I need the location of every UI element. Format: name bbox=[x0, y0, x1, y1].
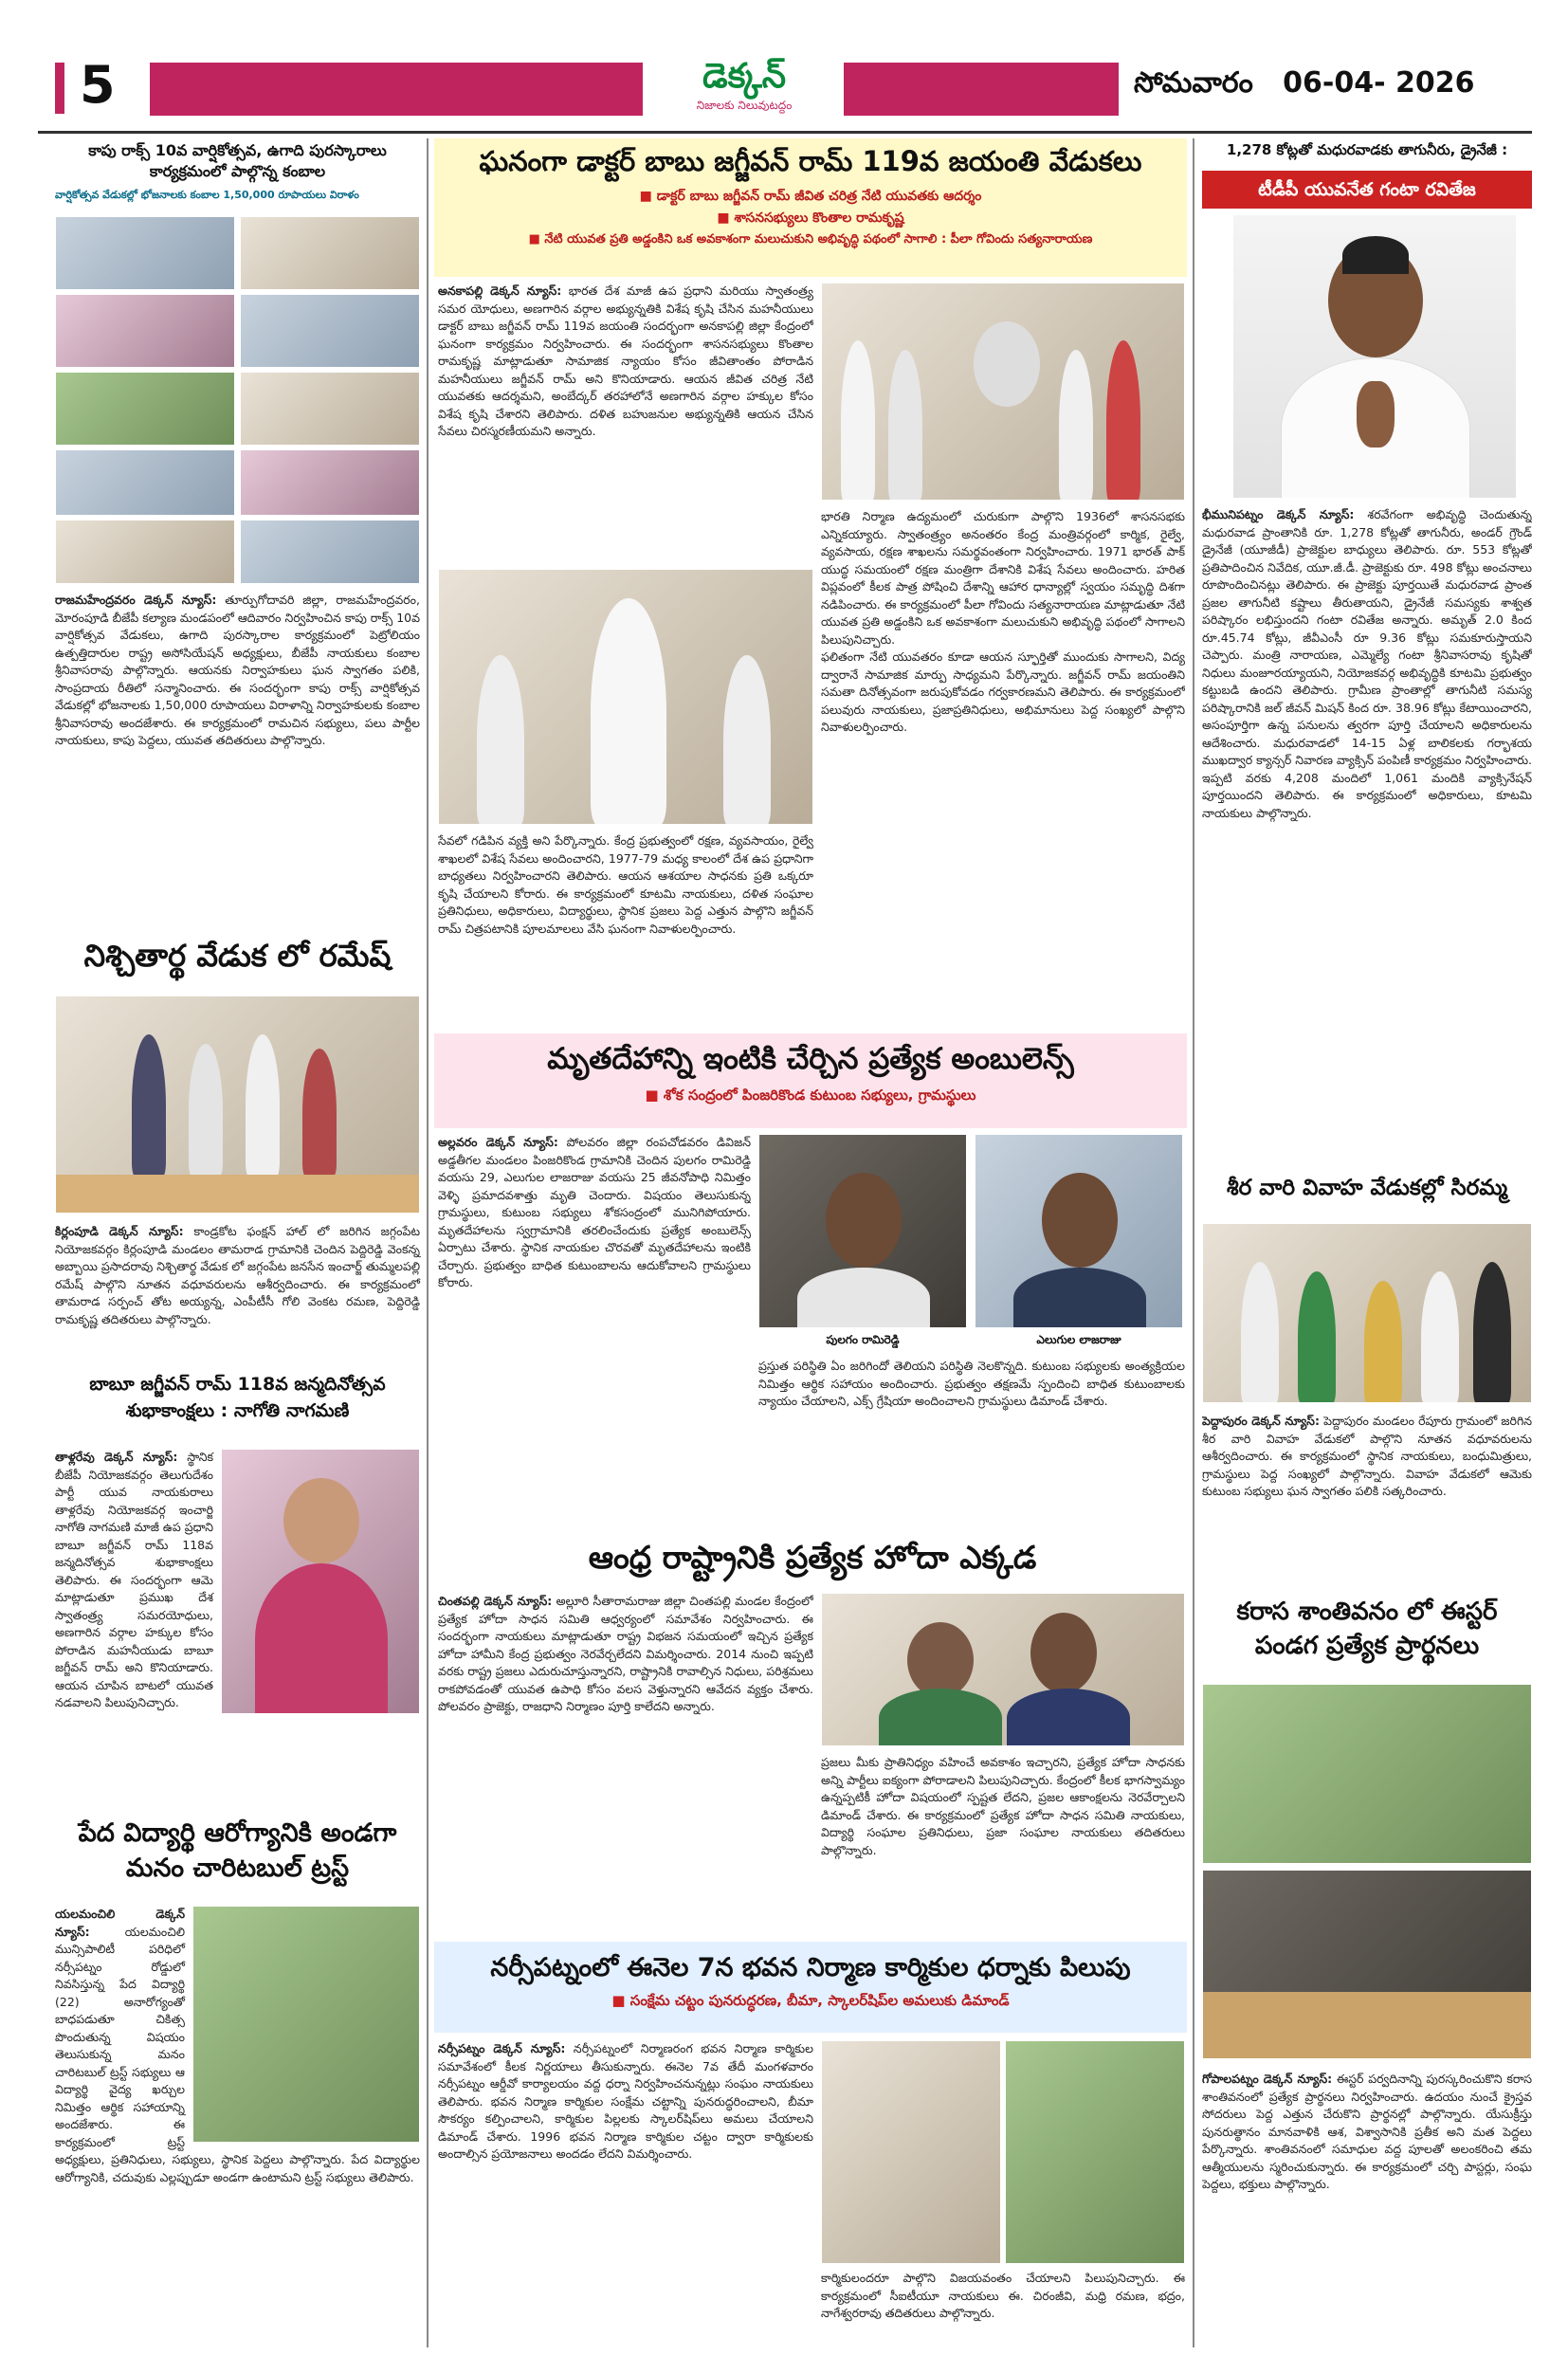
tagunara-dateline: భీమునిపట్నం డెక్కన్ న్యూస్: bbox=[1202, 507, 1355, 521]
seerama-dateline: పెద్దాపురం డెక్కన్ న్యూస్: bbox=[1202, 1414, 1320, 1428]
jayanti-photo-tribute bbox=[821, 283, 1185, 501]
photo bbox=[240, 520, 420, 584]
photo bbox=[1202, 1870, 1532, 2059]
easter-headline-1: కరాస శాంతివనం లో ఈస్టర్ bbox=[1236, 1598, 1498, 1626]
photo bbox=[55, 449, 235, 516]
wish-body-text: స్థానిక బీజేపీ నియోజకవర్గం తెలుగుదేశం పార్టీ యువ నాయకురాలు తాళ్లరేవు నియోజకవర్గ ఇంచార్జి నాగోతి నాగమణి మాజీ ఉప ప్రధాని బాబూ జగ్జీవన్ రామ్ 118వ జన్మదినోత్సవ శుభాకాంక్షలు తెలిపారు. ఈ సందర్భంగా ఆమె మాట్లాడుతూ ప్రముఖ దేశ స్వాతంత్ర్య సమరయోధులు, అణగారిన వర్గాల హక్కుల కోసం పోరాడిన మహనీయుడు బాబూ జగ్జీవన్ రామ్ అని కొనియాడారు. ఆయన చూపిన బాటలో యువత నడవాలని పిలుపునిచ్చారు. bbox=[55, 1450, 213, 1709]
narsipatnam-headline: నర్సీపట్నంలో ఈనెల 7న భవన నిర్మాణ కార్మికుల ధర్నాకు పిలుపు bbox=[490, 1953, 1131, 1982]
photo bbox=[1202, 1684, 1532, 1864]
photo-lajaraju bbox=[975, 1134, 1183, 1328]
jayanti-dateline: అనకాపల్లి డెక్కన్ న్యూస్: bbox=[438, 283, 562, 298]
andhra-dateline: చింతపల్లి డెక్కన్ న్యూస్: bbox=[438, 1594, 553, 1608]
masthead-logo bbox=[654, 55, 834, 121]
wish-body bbox=[55, 1449, 420, 1809]
issue-day: సోమవారం bbox=[1134, 66, 1253, 100]
andhra-body-2 bbox=[821, 1754, 1185, 1934]
jayanti-bullet-1: ■ డాక్టర్ బాబు జగ్జీవన్ రామ్ జీవిత చరిత్ర నేటి యువతకు ఆదర్శం bbox=[434, 189, 1187, 205]
andhra-photo bbox=[821, 1593, 1185, 1746]
photo-ramireddy bbox=[758, 1134, 967, 1328]
photo bbox=[240, 449, 420, 516]
ambulance-photos bbox=[758, 1134, 1185, 1352]
tagunara-body bbox=[1202, 506, 1532, 1132]
jayanti-bullet-2: ■ శాసనసభ్యులు కొంతాల రామకృష్ణ bbox=[434, 210, 1187, 227]
jayanti-body-3 bbox=[438, 832, 813, 1020]
jayanti-photo-speech bbox=[438, 569, 813, 825]
article-kapu bbox=[55, 142, 420, 201]
kapu-headline-2: కార్యక్రమంలో పాల్గొన్న కంబాల bbox=[149, 162, 326, 181]
raviteja-portrait bbox=[1232, 214, 1517, 499]
seerama-body bbox=[1202, 1413, 1532, 1593]
jayanti-body-4-text: ఫలితంగా నేటి యువతరం కూడా ఆయన స్ఫూర్తితో ముందుకు సాగాలని, విద్య ద్వారానే సామాజిక మార్పు సాధ్యమని పేర్కొన్నారు. జగ్జీవన్ రామ్ జయంతిని సమతా దినోత్సవంగా జరుపుకోవడం గర్వకారణమని తెలిపారు. ఈ కార్యక్రమంలో పలువురు నాయకులు, ప్రజాప్రతినిధులు, అభిమానులు పెద్ద సంఖ్యలో పాల్గొని నివాళులర్పించారు. bbox=[821, 649, 1185, 734]
charitable-headline-1: పేద విద్యార్థి ఆరోగ్యానికి అండగా bbox=[78, 1818, 397, 1848]
seerama-body-text: పెద్దాపురం మండలం రేపూరు గ్రామంలో జరిగిన శీర వారి వివాహ వేడుకలో పాల్గొని నూతన వధూవరులను ఆశీర్వదించారు. ఈ కార్యక్రమంలో స్థానిక నాయకులు, బంధుమిత్రులు, గ్రామస్థులు పెద్ద సంఖ్యలో పాల్గొన్నారు. వివాహ వేడుకలో ఆమెకు కుటుంబ సభ్యులు ఘన స్వాగతం పలికి సత్కరించారు. bbox=[1202, 1414, 1532, 1498]
ambulance-body-2-text: ప్రస్తుత పరిస్థితి ఏం జరిగిందో తెలియని పరిస్థితి నెలకొన్నది. కుటుంబ సభ్యులకు అంత్యక్రియల నిమిత్తం ఆర్థిక సహాయం అందించారు. ప్రభుత్వం తక్షణమే స్పందించి బాధిత కుటుంబాలకు న్యాయం చేయాలని, ఎక్స్ గ్రేషియా అందించాలని గ్రామస్థులు డిమాండ్ చేశారు. bbox=[758, 1359, 1185, 1408]
narsipatnam-photos bbox=[821, 2040, 1185, 2264]
caption-lajaraju: ఎలుగుల లాజరాజు bbox=[1036, 1333, 1121, 1346]
photo bbox=[240, 216, 420, 290]
ambulance-body-2 bbox=[758, 1358, 1185, 1471]
ambulance-banner bbox=[434, 1033, 1187, 1128]
photo bbox=[821, 2040, 1001, 2264]
logo-title: డెక్కన్ bbox=[702, 57, 787, 96]
page-number: 5 bbox=[80, 55, 116, 115]
logo-tagline: నిజాలకు నిలువుటద్దం bbox=[696, 99, 793, 112]
easter-photos bbox=[1202, 1684, 1532, 2063]
charitable-headline-2: మనం చారిటబుల్ ట్రస్ట్ bbox=[125, 1854, 350, 1884]
photo bbox=[240, 294, 420, 368]
ambulance-headline: మృతదేహాన్ని ఇంటికి చేర్చిన ప్రత్యేక అంబులెన్స్ bbox=[547, 1042, 1074, 1076]
andhra-headline: ఆంధ్ర రాష్ట్రానికి ప్రత్యేక హోదా ఎక్కడ bbox=[588, 1539, 1037, 1576]
article-jagjivan-wish bbox=[55, 1375, 420, 1422]
nischitartham-headline: నిశ్చితార్థ వేడుక లో రమేష్ bbox=[83, 938, 392, 974]
jayanti-headline: ఘనంగా డాక్టర్ బాబు జగ్జీవన్ రామ్ 119వ జయంతి వేడుకలు bbox=[479, 145, 1142, 177]
easter-body bbox=[1202, 2071, 1532, 2346]
kapu-photo-grid bbox=[55, 216, 420, 586]
jayanti-body-3-text: సేవలో గడిపిన వ్యక్తి అని పేర్కొన్నారు. కేంద్ర ప్రభుత్వంలో రక్షణ, వ్యవసాయం, రైల్వే శాఖలలో విశేష సేవలు అందించారని, 1977-79 మధ్య కాలంలో దేశ ఉప ప్రధానిగా బాధ్యతలు నిర్వహించారని తెలిపారు. ఆయన ఆశయాల సాధనకు ప్రతి ఒక్కరూ కృషి చేయాలని కోరారు. ఈ కార్యక్రమంలో కూటమి నాయకులు, దళిత సంఘాల ప్రతినిధులు, అధికారులు, విద్యార్థులు, స్థానిక ప్రజలు పెద్ద ఎత్తున పాల్గొని జగ్జీవన్ రామ్ చిత్రపటానికి పూలమాలలు వేసి ఘనంగా నివాళులర్పించారు. bbox=[438, 833, 813, 936]
photo bbox=[55, 216, 235, 290]
wish-headline-1: బాబూ జగ్జీవన్ రామ్ 118వ జన్మదినోత్సవ bbox=[89, 1374, 386, 1395]
photo bbox=[1005, 2040, 1185, 2264]
narsipatnam-subhead: ■ సంక్షేమ చట్టం పునరుద్ధరణ, బీమా, స్కాలర్‌షిప్‌ల అమలుకు డిమాండ్ bbox=[434, 1992, 1187, 2009]
kapu-subhead: వార్షికోత్సవ వేడుకల్లో భోజనాలకు కంబాల 1,50,000 రూపాయలు విరాళం bbox=[55, 188, 359, 201]
narsipatnam-body-1 bbox=[438, 2040, 813, 2344]
jayanti-body-1-text: భారత దేశ మాజీ ఉప ప్రధాని మరియు స్వాతంత్ర్య సమర యోధులు, అణగారిన వర్గాల అభ్యున్నతికి విశేష కృషి చేసిన మహనీయులు డాక్టర్ బాబు జగ్జీవన్ రామ్ 119వ జయంతి సందర్భంగా అనకాపల్లి జిల్లా కేంద్రంలో ఘనంగా కార్యక్రమం నిర్వహించారు. ఈ సందర్భంగా శాసనసభ్యులు కొంతాల రామకృష్ణ మాట్లాడుతూ సామాజిక న్యాయం కోసం జీవితాంతం పోరాడిన మహనీయులు జగ్జీవన్ రామ్ అని కొనియాడారు. ఆయన జీవిత చరిత్ర నేటి యువతకు ఆదర్శమని, అంబేద్కర్ తరహాలోనే అణగారిన వర్గాల హక్కుల కోసం విశేష కృషి చేశారని తెలిపారు. దళిత బహుజనుల అభ్యున్నతికి ఆయన చేసిన సేవలు చిరస్మరణీయమని అన్నారు. bbox=[438, 283, 813, 438]
page-number-bar bbox=[55, 63, 64, 114]
charitable-body bbox=[55, 1906, 420, 2342]
tagunara-redbar: టీడీపీ యువనేత గంటా రవితేజ bbox=[1202, 171, 1532, 209]
photo bbox=[55, 372, 235, 446]
charitable-photo bbox=[192, 1906, 420, 2143]
jayanti-body-2-text: భారతి నిర్మాణ ఉద్యమంలో చురుకుగా పాల్గొని 1936లో శాసనసభకు ఎన్నికయ్యారు. స్వాతంత్ర్యం అనంతరం కేంద్ర మంత్రివర్గంలో కార్మిక, రైల్వే, వ్యవసాయ, రక్షణ శాఖలను సమర్థవంతంగా నిర్వహించారు. 1971 భారత్ పాక్ యుద్ధ సమయంలో రక్షణ మంత్రిగా దేశానికి విశేష సేవలు అందించారు. హరిత విప్లవంలో కీలక పాత్ర పోషించి దేశాన్ని ఆహార ధాన్యాల్లో స్వయం సమృద్ధి దిశగా నడిపించారు. ఈ కార్యక్రమంలో పీలా గోవిందు సత్యనారాయణ మాట్లాడుతూ నేటి యువత ప్రతి అడ్డంకిని ఒక అవకాశంగా మలుచుకుని అభివృద్ధి పథంలో సాగాలని పిలుపునిచ్చారు. bbox=[821, 509, 1185, 647]
narsipatnam-body-2-text: కార్మికులందరూ పాల్గొని విజయవంతం చేయాలని పిలుపునిచ్చారు. ఈ కార్యక్రమంలో సీఐటీయూ నాయకులు ఈ. చిరంజీవి, మధ్రి రమణ, భద్రం, నాగేశ్వరరావు తదితరులు పాల్గొన్నారు. bbox=[821, 2271, 1185, 2320]
engagement-photo bbox=[55, 995, 420, 1214]
nischitartham-dateline: కిర్లంపూడి డెక్కన్ న్యూస్: bbox=[55, 1224, 184, 1238]
column-divider-2 bbox=[1193, 138, 1194, 2347]
easter-body-text: ఈస్టర్ పర్వదినాన్ని పురస్కరించుకొని కరాస శాంతివనంలో ప్రత్యేక ప్రార్థనలు నిర్వహించారు. ఉదయం నుంచే క్రైస్తవ సోదరులు పెద్ద ఎత్తున చేరుకొని ప్రార్థనల్లో పాల్గొన్నారు. యేసుక్రీస్తు పునరుత్థానం మానవాళికి ఆశ, విశ్వాసానికి ప్రతీక అని మత పెద్దలు పేర్కొన్నారు. శాంతివనంలో సమాధుల వద్ద పూలతో అలంకరించి తమ ఆత్మీయులను స్మరించుకున్నారు. ఈ కార్యక్రమంలో చర్చి పాస్టర్లు, సంఘ పెద్దలు, భక్తులు పాల్గొన్నారు. bbox=[1202, 2072, 1532, 2191]
jayanti-bullet-3: ■ నేటి యువత ప్రతి అడ్డంకిని ఒక అవకాశంగా మలుచుకుని అభివృద్ధి పథంలో సాగాలి : పీలా గోవిందు సత్యనారాయణ bbox=[434, 232, 1187, 247]
tagunara-body-text: శరవేగంగా అభివృద్ధి చెందుతున్న మధురవాడ ప్రాంతానికి రూ. 1,278 కోట్లతో తాగునీరు, అండర్ గ్రౌండ్ డ్రైనేజీ (యూజీడీ) ప్రాజెక్టుల బాధ్యులు తెలిపారు. రూ. 553 కోట్లతో ప్రతిపాదించిన నివేదిక, యూ.జీ.డీ. ప్రాజెక్టుకు రూ. 498 కోట్లు అంచనాలు రూపొందించినట్లు తెలిపారు. ఈ ప్రాజెక్టు పూర్తయితే మధురవాడ ప్రాంత ప్రజల తాగునీటి కష్టాలు తీరుతాయని, డ్రైనేజీ సమస్యకు శాశ్వత పరిష్కారం లభిస్తుందని గంటా రవితేజ అన్నారు. అమృత్ 2.0 కింద రూ.45.74 కోట్లు, జీవీఎంసీ రూ 9.36 కోట్లు సమకూరుస్తాయని చెప్పారు. మంత్రి నారాయణ, ఎమ్మెల్యే గంటా శ్రీనివాసరావు కృషితో నిధులు మంజూరయ్యాయని, నియోజకవర్గ అభివృద్ధికి కూటమి ప్రభుత్వం కట్టుబడి ఉందని తెలిపారు. గ్రామీణ ప్రాంతాల్లో తాగునీటి సమస్య పరిష్కారానికి జల్ జీవన్ మిషన్ కింద రూ. 38.96 కోట్లు కేటాయించారని, అసంపూర్తిగా ఉన్న పనులను త్వరగా పూర్తి చేయాలని అధికారులను ఆదేశించారు. మధురవాడలో 14-15 ఏళ్ల బాలికలకు గర్భాశయ ముఖద్వార క్యాన్సర్ నివారణ వ్యాక్సిన్ పంపిణీ కార్యక్రమం నిర్వహించారు. ఇప్పటి వరకు 4,208 మందిలో 1,061 మందికి వ్యాక్సినేషన్ పూర్తయిందని తెలిపారు. ఈ కార్యక్రమంలో అధికారులు, కూటమి నాయకులు పాల్గొన్నారు. bbox=[1202, 507, 1532, 820]
ambulance-body-1-text: పోలవరం జిల్లా రంపచోడవరం డివిజన్ అడ్డతీగల మండలం పింజరికొండ గ్రామానికి చెందిన పులగం రామిరెడ్డి వయసు 29, ఎలుగుల లాజరాజు వయసు 25 జీవనోపాధి నిమిత్తం వెళ్ళి ప్రమాదవశాత్తు మృతి చెందారు. విషయం తెలుసుకున్న గ్రామస్థులు, కుటుంబ సభ్యులు శోకసంద్రంలో మునిగిపోయారు. మృతదేహాలను స్వగ్రామానికి తరలించేందుకు ప్రత్యేక అంబులెన్స్ ఏర్పాటు చేశారు. స్థానిక నాయకుల చొరవతో మృతదేహాలను ఇంటికి చేర్చారు. ప్రభుత్వం బాధిత కుటుంబాలను ఆదుకోవాలని గ్రామస్థులు కోరారు. bbox=[438, 1135, 751, 1289]
nischitartham-body bbox=[55, 1223, 420, 1328]
ambulance-body-1 bbox=[438, 1134, 751, 1532]
easter-dateline: గోపాలపట్నం డెక్కన్ న్యూస్: bbox=[1202, 2072, 1333, 2086]
issue-date bbox=[1134, 66, 1474, 106]
andhra-body-2-text: ప్రజలు మీకు ప్రాతినిధ్యం వహించే అవకాశం ఇచ్చారని, ప్రత్యేక హోదా సాధనకు అన్ని పార్టీలు ఐక్యంగా పోరాడాలని పిలుపునిచ్చారు. కేంద్రంలో కీలక భాగస్వామ్యం ఉన్నప్పటికీ హోదా విషయంలో స్పష్టత లేదని, ప్రజల ఆకాంక్షలను నెరవేర్చాలని డిమాండ్ చేశారు. ఈ కార్యక్రమంలో ప్రత్యేక హోదా సాధన సమితి నాయకులు, విద్యార్థి సంఘాల ప్రతినిధులు, ప్రజా సంఘాల నాయకులు తదితరులు పాల్గొన్నారు. bbox=[821, 1755, 1185, 1857]
nagamani-portrait bbox=[221, 1449, 420, 1714]
jayanti-body-1 bbox=[438, 283, 813, 567]
article-charitable bbox=[55, 1818, 420, 1883]
kapu-body-text: తూర్పుగోదావరి జిల్లా, రాజమహేంద్రవరం, మోరంపూడి బీజేపీ కల్యాణ మండపంలో ఆదివారం నిర్వహించిన కాపు రాక్స్ 10వ వార్షికోత్సవ వేడుకలు, ఉగాది పురస్కారాల కార్యక్రమంలో పెట్రోలియం ఉత్పత్తిదారుల రాష్ట్ర అసోసియేషన్ అధ్యక్షులు, బీజేపీ నాయకులు కంబాల శ్రీనివాసరావు పాల్గొన్నారు. ఆయనకు నిర్వాహకులు ఘన స్వాగతం పలికి, సాంప్రదాయ రీతిలో సన్మానించారు. ఈ సందర్భంగా కాపు రాక్స్ వార్షికోత్సవ వేడుకల్లో భోజనాలకు 1,50,000 రూపాయలు విరాళాన్ని నిర్వాహకులకు కంబాల శ్రీనివాసరావు అందజేశారు. ఈ కార్యక్రమంలో రామచిన సభ్యులు, పలు పార్టీల నాయకులు, కాపు పెద్దలు, యువత తదితరులు పాల్గొన్నారు. bbox=[55, 593, 420, 747]
article-easter bbox=[1202, 1598, 1532, 1661]
photo bbox=[240, 372, 420, 446]
kapu-dateline: రాజమహేంద్రవరం డెక్కన్ న్యూస్: bbox=[55, 593, 217, 607]
photo bbox=[55, 294, 235, 368]
photo bbox=[55, 520, 235, 584]
charitable-body-text: యలమంచిలి మున్సిపాలిటీ పరిధిలో నర్సీపట్నం రోడ్డులో నివసిస్తున్న పేద విద్యార్థి (22) అనారోగ్యంతో బాధపడుతూ చికిత్స పొందుతున్న విషయం తెలుసుకున్న మనం చారిటబుల్ ట్రస్ట్ సభ్యులు ఆ విద్యార్థి వైద్య ఖర్చుల నిమిత్తం ఆర్థిక సహాయాన్ని అందజేశారు. ఈ కార్యక్రమంలో ట్రస్ట్ అధ్యక్షులు, ప్రతినిధులు, సభ్యులు, స్థానిక పెద్దలు పాల్గొన్నారు. పేద విద్యార్థుల ఆరోగ్యానికి, చదువుకు ఎల్లప్పుడూ అండగా ఉంటామని ట్రస్ట్ సభ్యులు తెలిపారు. bbox=[55, 1924, 420, 2184]
jayanti-banner bbox=[434, 138, 1187, 277]
seerama-headline: శీర వారి వివాహ వేడుకల్లో సిరమ్మ bbox=[1226, 1176, 1508, 1200]
charitable-dateline: యలమంచిలి డెక్కన్ న్యూస్: bbox=[55, 1907, 185, 1939]
column-divider-1 bbox=[427, 138, 428, 2347]
wish-headline-2: శుభాకాంక్షలు : నాగోతి నాగమణి bbox=[125, 1399, 350, 1421]
kapu-headline-1: కాపు రాక్స్ 10వ వార్షికోత్సవ, ఉగాది పురస్కారాలు bbox=[88, 141, 387, 159]
easter-headline-2: పండగ ప్రత్యేక ప్రార్థనలు bbox=[1254, 1631, 1480, 1660]
header-rule bbox=[38, 131, 1532, 134]
ambulance-dateline: అల్లవరం డెక్కన్ న్యూస్: bbox=[438, 1135, 558, 1149]
header-band-left bbox=[150, 63, 643, 116]
andhra-body-1 bbox=[438, 1593, 813, 1934]
jayanti-body-2 bbox=[821, 508, 1185, 1020]
ambulance-subhead: ■ శోక సంద్రంలో పింజరికొండ కుటుంబ సభ్యులు, గ్రామస్థులు bbox=[434, 1087, 1187, 1104]
caption-ramireddy: పులగం రామిరెడ్డి bbox=[826, 1333, 900, 1346]
wedding-photo bbox=[1202, 1223, 1532, 1403]
narsipatnam-body-2 bbox=[821, 2270, 1185, 2346]
header-band-right bbox=[844, 63, 1119, 116]
tagunara-headline: 1,278 కోట్లతో మధురవాడకు తాగునీరు, డ్రైనేజీ : bbox=[1226, 141, 1508, 158]
narsipatnam-dateline: నర్సీపట్నం డెక్కన్ న్యూస్: bbox=[438, 2041, 566, 2055]
narsipatnam-banner bbox=[434, 1942, 1187, 2033]
wish-dateline: తాళ్లరేవు డెక్కన్ న్యూస్: bbox=[55, 1450, 178, 1464]
nischitartham-body-text: కాండ్రకోట ఫంక్షన్ హాల్ లో జరిగిన జగ్గంపేట నియోజకవర్గం కిర్లంపూడి మండలం తామరాడ గ్రామానికి చెందిన పెద్దిరెడ్డి వెంకన్న అబ్బాయి ప్రసాదరావు నిశ్చితార్థ వేడుక లో జగ్గంపేట జనసేన ఇంచార్జ్ తుమ్మలపల్లి రమేష్ పాల్గొని నూతన వధూవరులను ఆశీర్వదించారు. ఈ కార్యక్రమంలో తామరాడ సర్పంచ్ తోట అయ్యన్న, ఎంపీటీసీ గోలి వెంకట రమణ, పెద్దిరెడ్డి రామకృష్ణ తదితరులు పాల్గొన్నారు. bbox=[55, 1224, 420, 1326]
narsipatnam-body-1-text: నర్సీపట్నంలో నిర్మాణరంగ భవన నిర్మాణ కార్మికుల సమావేశంలో కీలక నిర్ణయాలు తీసుకున్నారు. ఈనెల 7వ తేదీ మంగళవారం నర్సీపట్నం ఆర్డీవో కార్యాలయం వద్ద ధర్నా నిర్వహించనున్నట్లు సంఘం నాయకులు తెలిపారు. భవన నిర్మాణ కార్మికుల సంక్షేమ చట్టాన్ని పునరుద్ధరించాలని, బీమా సౌకర్యం కల్పించాలని, కార్మికుల పిల్లలకు స్కాలర్‌షిప్‌లు అమలు చేయాలని డిమాండ్ చేశారు. 1996 భవన నిర్మాణ కార్మికుల చట్టం ద్వారా కార్మికులకు అందాల్సిన ప్రయోజనాలు అందడం లేదని విమర్శించారు. bbox=[438, 2041, 813, 2161]
issue-date-value: 06-04- 2026 bbox=[1283, 66, 1475, 100]
andhra-body-1-text: అల్లూరి సీతారామరాజు జిల్లా చింతపల్లి మండల కేంద్రంలో ప్రత్యేక హోదా సాధన సమితి ఆధ్వర్యంలో సమావేశం నిర్వహించారు. ఈ సందర్భంగా నాయకులు మాట్లాడుతూ రాష్ట్ర విభజన సమయంలో ఇచ్చిన ప్రత్యేక హోదా హామీని కేంద్ర ప్రభుత్వం నెరవేర్చలేదని విమర్శించారు. 2014 నుంచి ఇప్పటి వరకు రాష్ట్ర ప్రజలు ఎదురుచూస్తున్నారని, రాష్ట్రానికి రావాల్సిన నిధులు, పరిశ్రమలు రాకపోవడంతో యువత ఉపాధి కోసం వలస వెళ్తున్నారని ఆవేదన వ్యక్తం చేశారు. పోలవరం ప్రాజెక్టు, రాజధాని నిర్మాణం పూర్తి కాలేదని అన్నారు. bbox=[438, 1594, 813, 1713]
kapu-body bbox=[55, 592, 420, 750]
